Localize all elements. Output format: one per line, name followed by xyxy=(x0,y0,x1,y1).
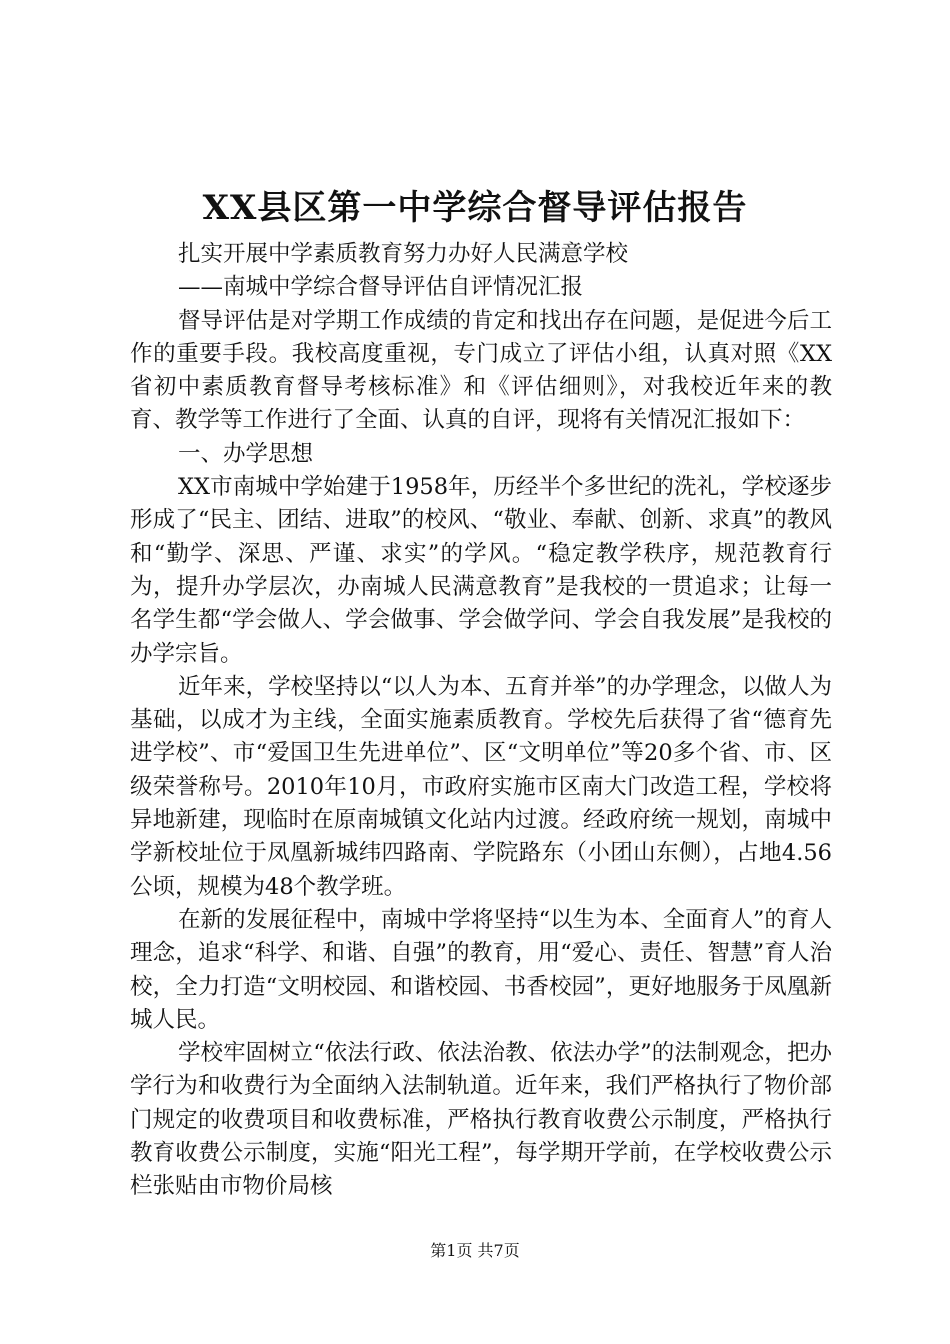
paragraph-legal-management: 学校牢固树立“依法行政、依法治教、依法办学”的法制观念，把办学行为和收费行为全面纳入法制轨道。近年来，我们严格执行了物价部门规定的收费项目和收费标准，严格执行教育收费公示制度，严格执行教育收费公示制度，实施“阳光工程”，每学期开学前，在学校收费公示栏张贴由市物价局核 xyxy=(130,1040,832,1200)
paragraph-school-history: XX市南城中学始建于1958年，历经半个多世纪的洗礼，学校逐步形成了“民主、团结、进取”的校风、“敬业、奉献、创新、求真”的教风和“勤学、深思、严谨、求实”的学风。“稳定教学秩序，规范教育行为，提升办学层次，办南城人民满意教育”是我校的一贯追求；让每一名学生都“学会做人、学会做事、学会做学问、学会自我发展”是我校的办学宗旨。 xyxy=(130,474,832,667)
subtitle-line-1: 扎实开展中学素质教育努力办好人民满意学校 xyxy=(178,241,629,267)
section-heading-school-philosophy: 一、办学思想 xyxy=(178,440,314,467)
document-body xyxy=(130,238,832,1204)
subtitle-line-2: ——南城中学综合督导评估自评情况汇报 xyxy=(178,274,584,301)
paragraph-new-development: 在新的发展征程中，南城中学将坚持“以生为本、全面育人”的育人理念，追求“科学、和谐、自强”的教育，用“爱心、责任、智慧”育人治校，全力打造“文明校园、和谐校园、书香校园”，更好地服务于凤凰新城人民。 xyxy=(130,906,832,1033)
document-title: XX县区第一中学综合督导评估报告 xyxy=(202,188,748,228)
paragraph-intro: 督导评估是对学期工作成绩的肯定和找出存在问题，是促进今后工作的重要手段。我校高度重视，专门成立了评估小组，认真对照《XX省初中素质教育督导考核标准》和《评估细则》，对我校近年来的教育、教学等工作进行了全面、认真的自评，现将有关情况汇报如下： xyxy=(130,307,832,434)
paragraph-recent-years: 近年来，学校坚持以“以人为本、五育并举”的办学理念，以做人为基础，以成才为主线，全面实施素质教育。学校先后获得了省“德育先进学校”、市“爱国卫生先进单位”、区“文明单位”等20多个省、市、区级荣誉称号。2010年10月，市政府实施市区南大门改造工程，学校将异地新建，现临时在原南城镇文化站内过渡。经政府统一规划，南城中学新校址位于凤凰新城纬四路南、学院路东（小团山东侧），占地4.56公顷，规模为48个教学班。 xyxy=(130,673,832,900)
page-footer: 第1页 共7页 xyxy=(430,1241,520,1260)
